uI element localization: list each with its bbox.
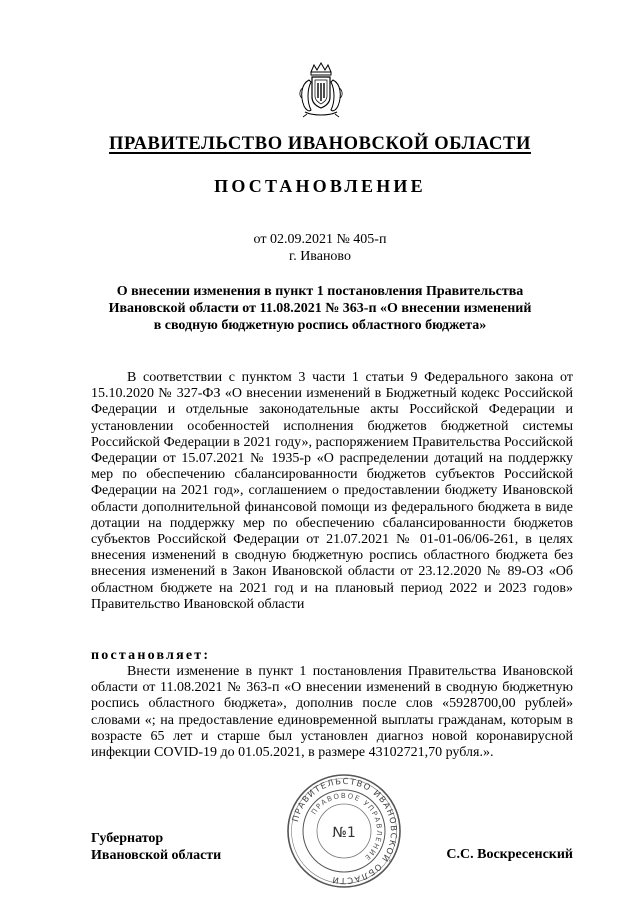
title-line: Ивановской области от 11.08.2021 № 363-п «О внесении изменений xyxy=(108,301,532,316)
decree-word: постановляет: xyxy=(91,648,211,663)
signatory-name: С.С. Воскресенский xyxy=(446,847,573,862)
city: г. Иваново xyxy=(289,249,351,264)
preamble-paragraph: В соответствии с пунктом 3 части 1 статьи 9 Федерального закона от 15.10.2020 № 327-ФЗ «О внесении изменений в Бюджетный кодекс Российской Федерации и отдельные законодательные акты Российской Федерации и установлении особенностей исполнения бюджетов бюджетной системы Российской Федерации в 2021 году», распоряжением Правительства Российской Федерации от 15.07.2021 № 1935-р «О распределении дотаций на поддержку мер по обеспечению сбалансированности бюджетов субъектов Российской Федерации на 2021 год», соглашением о предоставлении бюджету Ивановской области дополнительной финансовой помощи из федерального бюджета в виде дотации на поддержку мер по обеспечению сбалансированности бюджетов субъектов Российской Федерации от 21.07.2021 № 01-01-06/06-261, в целях внесения изменений в сводную бюджетную роспись областного бюджета без внесения изменений в Закон Ивановской области от 23.12.2020 № 89-ОЗ «Об областном бюджете на 2021 год и на плановый период 2022 и 2023 годов» Правительство Ивановской области xyxy=(91,370,573,612)
position-line: Ивановской области xyxy=(91,848,222,863)
government-name: ПРАВИТЕЛЬСТВО ИВАНОВСКОЙ ОБЛАСТИ xyxy=(109,134,531,154)
document-title xyxy=(96,283,544,334)
seal-outer-text: ПРАВИТЕЛЬСТВО ИВАНОВСКОЙ ОБЛАСТИ xyxy=(289,775,400,887)
title-line: О внесении изменения в пункт 1 постановления Правительства xyxy=(116,284,524,299)
signatory-position xyxy=(91,830,221,864)
position-line: Губернатор xyxy=(91,831,164,846)
official-seal-stamp xyxy=(286,773,402,889)
operative-paragraph: Внести изменение в пункт 1 постановления Правительства Ивановской области от 11.08.2021 № 363-п «О внесении изменений в сводную бюджетную роспись областного бюджета», дополнив после слов «5928700,00 рублей» словами «; на предоставление единовременной выплаты гражданам, которым в возрасте 65 лет и старше был установлен диагноз новой коронавирусной инфекции COVID-19 до 01.05.2021, в размере 43102721,70 рубля.». xyxy=(91,664,573,761)
seal-number: №1 xyxy=(332,825,356,841)
date-number: от 02.09.2021 № 405-п xyxy=(253,232,387,247)
document-type: ПОСТАНОВЛЕНИЕ xyxy=(214,176,426,196)
seal-inner-text: ПРАВОВОЕ УПРАВЛЕНИЕ xyxy=(310,791,384,863)
coat-of-arms-icon xyxy=(297,62,345,118)
title-line: в сводную бюджетную роспись областного бюджета» xyxy=(153,318,487,333)
